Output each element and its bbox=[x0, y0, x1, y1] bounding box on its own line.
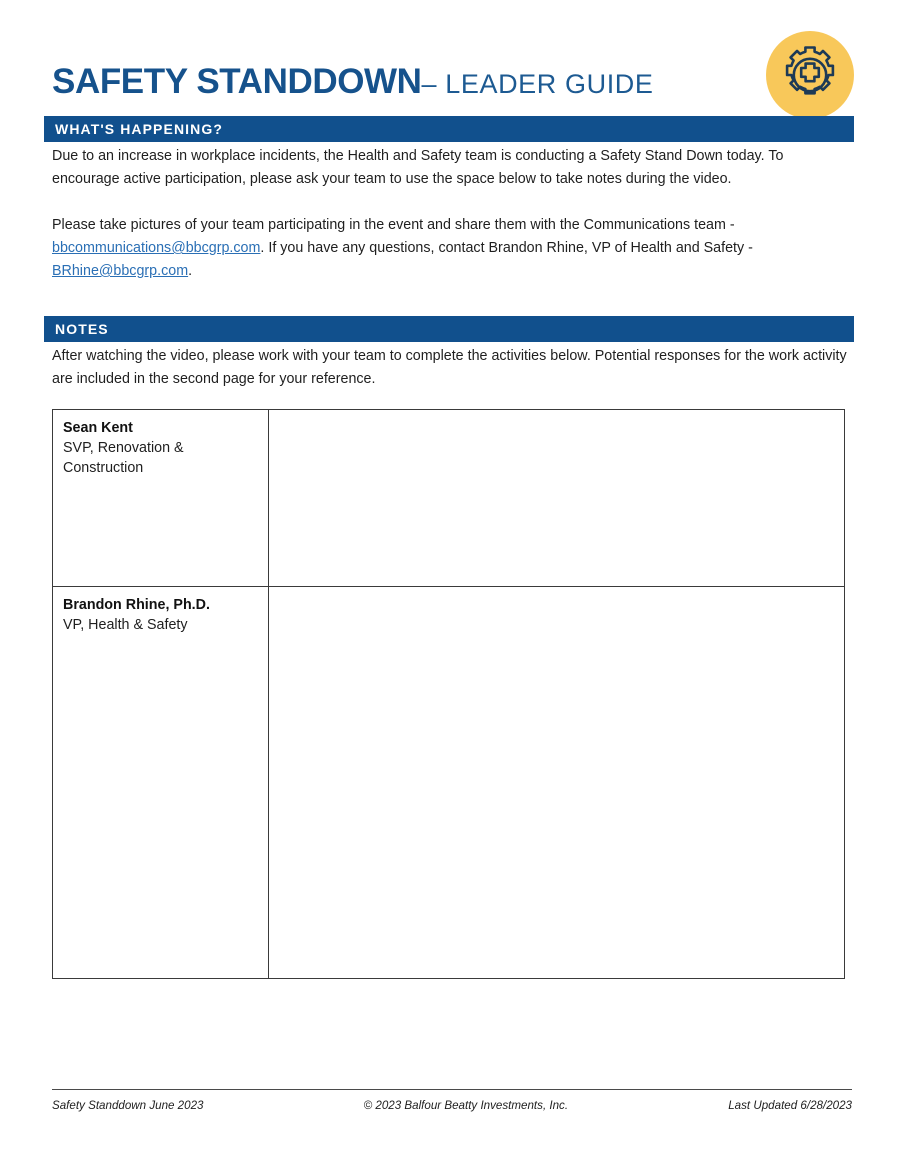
happening-paragraph-2-text-2: . If you have any questions, contact Brandon Rhine, VP of Health and Safety - bbox=[260, 240, 753, 256]
notes-body bbox=[52, 345, 852, 391]
section-bar-notes bbox=[44, 316, 854, 342]
brhine-email-link[interactable]: BRhine@bbcgrp.com bbox=[52, 263, 189, 279]
speaker-name: Brandon Rhine, Ph.D. bbox=[63, 597, 210, 613]
section-bar-label: WHAT'S HAPPENING? bbox=[55, 121, 223, 137]
footer-last-updated: Last Updated 6/28/2023 bbox=[728, 1099, 852, 1112]
footer-copyright: © 2023 Balfour Beatty Investments, Inc. bbox=[363, 1099, 569, 1112]
happening-paragraph-2-text-1: Please take pictures of your team participating in the event and share them with the Communications team - bbox=[52, 217, 735, 233]
page-title-main: SAFETY STANDDOWN bbox=[52, 62, 422, 101]
happening-paragraph-1: Due to an increase in workplace incidents, the Health and Safety team is conducting a Safety Stand Down today. To encourage active participation, please ask your team to use the space below to take notes during the video. bbox=[52, 148, 784, 187]
happening-paragraph-2-text-3: . bbox=[188, 263, 193, 279]
whats-happening-body bbox=[52, 145, 852, 283]
footer-left-text: Safety Standdown June 2023 bbox=[52, 1099, 204, 1112]
notes-entry-cell[interactable] bbox=[269, 410, 845, 587]
safety-logo-badge bbox=[766, 31, 854, 119]
section-bar-whats-happening bbox=[44, 116, 854, 142]
notes-entry-value[interactable] bbox=[279, 418, 835, 578]
notes-entry-value[interactable] bbox=[279, 595, 835, 970]
happening-paragraph-2 bbox=[52, 214, 852, 283]
table-row bbox=[53, 410, 845, 587]
speaker-role: SVP, Renovation & Construction bbox=[63, 440, 184, 476]
communications-email-link[interactable]: bbcommunications@bbcgrp.com bbox=[52, 240, 261, 256]
footer-row bbox=[52, 1099, 852, 1112]
notes-paragraph-1: After watching the video, please work with your team to complete the activities below. Potential responses for the work activity are included in the second page for your reference. bbox=[52, 348, 847, 387]
notes-entry-cell[interactable] bbox=[269, 587, 845, 979]
page-title bbox=[52, 62, 654, 102]
gear-medical-cross-icon bbox=[778, 43, 842, 107]
speaker-cell bbox=[53, 410, 269, 587]
speaker-cell bbox=[53, 587, 269, 979]
document-header bbox=[52, 20, 854, 108]
page-title-subtitle: – LEADER GUIDE bbox=[421, 69, 654, 99]
footer-divider bbox=[52, 1089, 852, 1090]
section-bar-label: NOTES bbox=[55, 321, 109, 337]
notes-table bbox=[52, 409, 845, 979]
document-footer bbox=[52, 1089, 852, 1112]
speaker-role: VP, Health & Safety bbox=[63, 617, 188, 633]
table-row bbox=[53, 587, 845, 979]
speaker-name: Sean Kent bbox=[63, 420, 133, 436]
